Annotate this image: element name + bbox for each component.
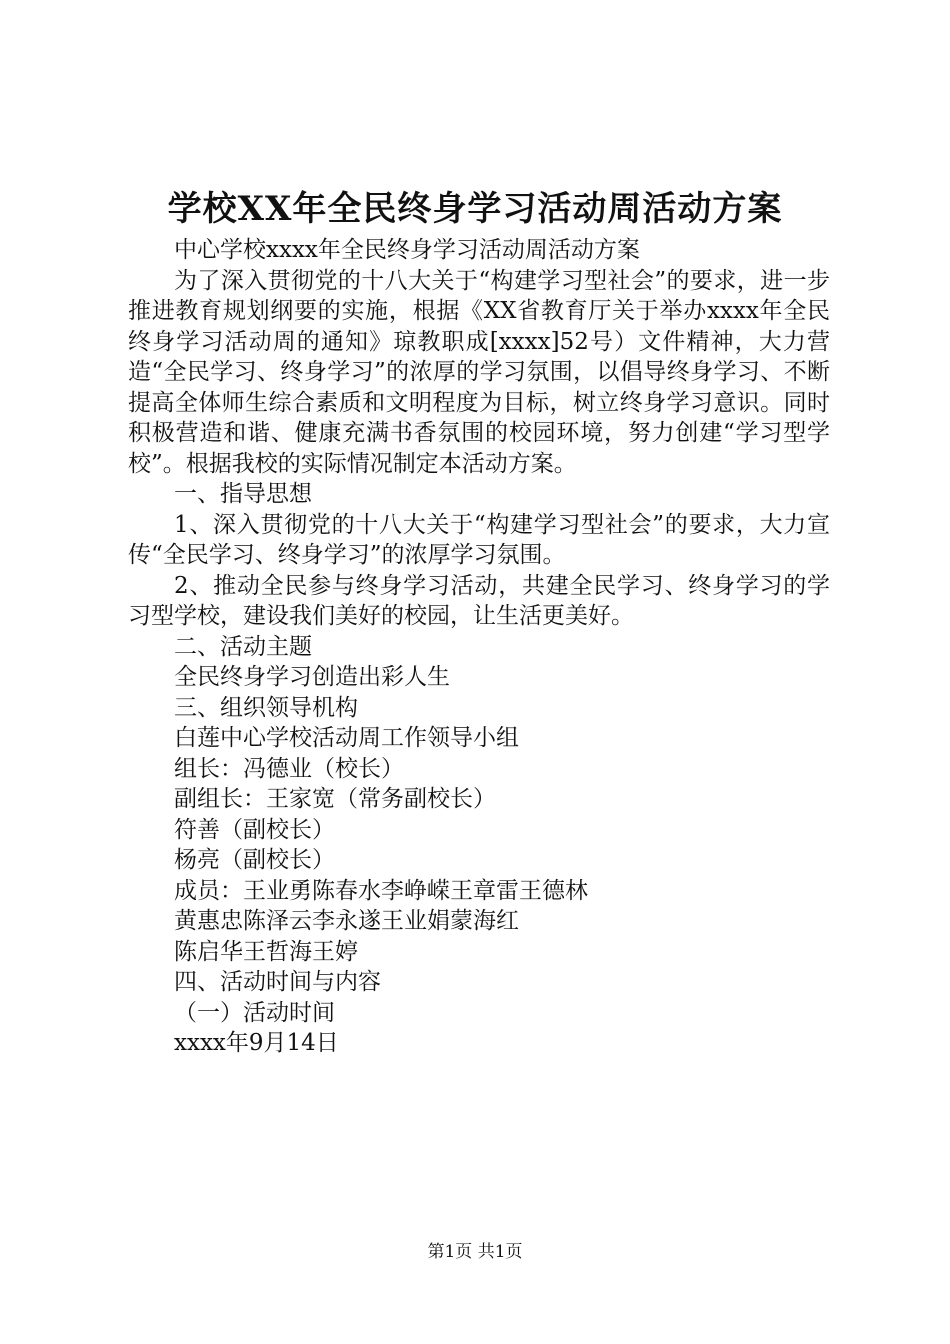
members-line-1: 成员：王业勇陈春水李峥嵘王章雷王德林 [174,877,588,904]
section-heading-organization: 三、组织领导机构 [174,694,358,721]
section-heading-theme: 二、活动主题 [174,633,312,660]
section-heading-guiding-ideology: 一、指导思想 [174,481,312,507]
organization-group-name: 白莲中心学校活动周工作领导小组 [174,725,519,751]
guiding-point-1: 1、深入贯彻党的十八大关于“构建学习型社会”的要求，大力宣传“全民学习、终身学习”的浓厚学习氛围。 [128,511,830,568]
guiding-point-2: 2、推动全民参与终身学习活动，共建全民学习、终身学习的学习型学校，建设我们美好的校园，让生活更美好。 [128,572,830,629]
intro-paragraph: 为了深入贯彻党的十八大关于“构建学习型社会”的要求，进一步推进教育规划纲要的实施，根据《XX省教育厅关于举办xxxx年全民终身学习活动周的通知》琼教职成[xxxx]52号）文件精神，大力营造“全民学习、终身学习”的浓厚的学习氛围，以倡导终身学习、不断提高全体师生综合素质和文明程度为目标，树立终身学习意识。同时积极营造和谐、健康充满书香氛围的校园环境，努力创建“学习型学校”。根据我校的实际情况制定本活动方案。 [128,267,830,477]
theme-text: 全民终身学习创造出彩人生 [174,664,450,690]
document-title: 学校XX年全民终身学习活动周活动方案 [167,189,783,229]
members-line-3: 陈启华王哲海王婷 [174,938,358,965]
document-subtitle: 中心学校xxxx年全民终身学习活动周活动方案 [174,237,640,263]
vice-principal-1: 符善（副校长） [174,816,335,843]
deputy-leader: 副组长：王家宽（常务副校长） [174,786,496,812]
activity-date: xxxx年9月14日 [174,1030,339,1056]
vice-principal-2: 杨亮（副校长） [174,847,335,873]
section-heading-time-content: 四、活动时间与内容 [174,969,381,995]
subsection-heading-time: （一）活动时间 [174,999,335,1026]
page-footer: 第1页 共1页 [427,1242,523,1262]
members-line-2: 黄惠忠陈泽云李永遂王业娟蒙海红 [174,908,519,934]
document-body [128,235,830,1059]
group-leader: 组长：冯德业（校长） [174,755,404,782]
